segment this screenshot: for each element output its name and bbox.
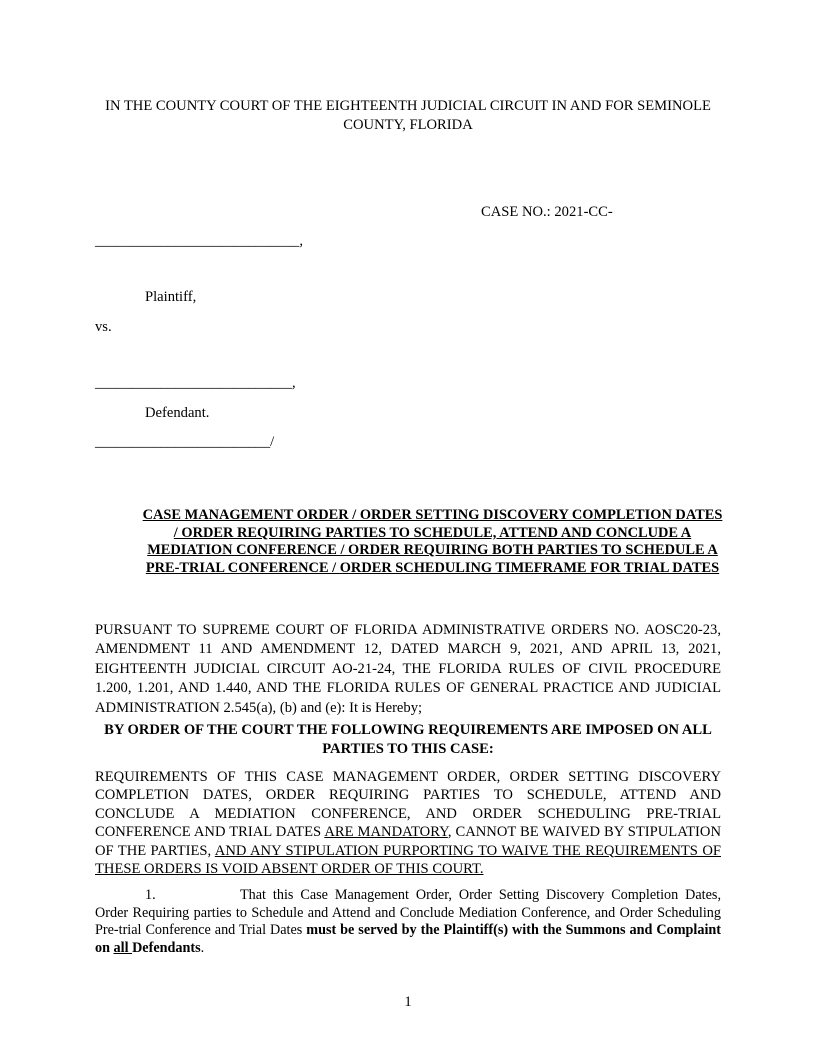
plaintiff-label: Plaintiff, <box>145 289 197 305</box>
requirements-text-2: , CANNOT BE WAIVED BY STIPULATION OF THE PARTIES, <box>95 824 721 859</box>
caption-closing-line: ________________________/ <box>95 434 275 450</box>
numbered-paragraph-1 <box>95 887 721 957</box>
court-header: IN THE COUNTY COURT OF THE EIGHTEENTH JUDICIAL CIRCUIT IN AND FOR SEMINOLE COUNTY, FLORIDA <box>105 98 711 133</box>
by-order-heading: BY ORDER OF THE COURT THE FOLLOWING REQUIREMENTS ARE IMPOSED ON ALL PARTIES TO THIS CASE: <box>104 722 712 757</box>
paragraph-1-text: That this Case Management Order, Order Setting Discovery Completion Dates, Order Requiring parties to Schedule and Attend and Conclude Mediation Conference, and Order Scheduling Pre-trial Conference and Trial Dates <box>95 887 721 939</box>
paragraph-1-period: . <box>200 939 205 956</box>
plaintiff-name-blank: ____________________________, <box>95 233 303 249</box>
order-title: CASE MANAGEMENT ORDER / ORDER SETTING DISCOVERY COMPLETION DATES / ORDER REQUIRING PARTIES TO SCHEDULE, ATTEND AND CONCLUDE A MEDIATION CONFERENCE / ORDER REQUIRING BOTH PARTIES TO SCHEDULE A PRE-TRIAL CONFERENCE / ORDER SCHEDULING TIMEFRAME FOR TRIAL DATES <box>142 507 723 576</box>
pursuant-paragraph: PURSUANT TO SUPREME COURT OF FLORIDA ADMINISTRATIVE ORDERS NO. AOSC20-23, AMENDMENT 11 AND AMENDMENT 12, DATED MARCH 9, 2021, AND APRIL 13, 2021, EIGHTEENTH JUDICIAL CIRCUIT AO-21-24, THE FLORIDA RULES OF CIVIL PROCEDURE 1.200, 1.201, AND 1.440, AND THE FLORIDA RULES OF GENERAL PRACTICE AND JUDICIAL ADMINISTRATION 2.545(a), (b) and (e): It is Hereby; <box>95 622 721 716</box>
page-number: 1 <box>404 994 412 1010</box>
paragraph-number: 1. <box>145 887 156 903</box>
requirements-paragraph <box>95 768 721 878</box>
requirements-text-1: REQUIREMENTS OF THIS CASE MANAGEMENT ORDER, ORDER SETTING DISCOVERY COMPLETION DATES, ORDER REQUIRING PARTIES TO SCHEDULE, ATTEND AND CONCLUDE A MEDIATION CONFERENCE, AND ORDER SCHEDULING PRE-TRIAL CONFERENCE AND TRIAL DATES <box>95 769 721 841</box>
paragraph-1-all-emphasis: all <box>113 939 133 956</box>
mandatory-emphasis: ARE MANDATORY <box>324 824 448 841</box>
paragraph-1-bold: must be served by the Plaintiff(s) with the Summons and Complaint on <box>95 922 721 956</box>
stipulation-emphasis: AND ANY STIPULATION PURPORTING TO WAIVE THE REQUIREMENTS OF THESE ORDERS IS VOID ABSENT ORDER OF THIS COURT. <box>95 842 721 878</box>
case-number: CASE NO.: 2021-CC- <box>481 204 613 220</box>
defendant-label: Defendant. <box>145 405 210 421</box>
versus-label: vs. <box>95 319 112 335</box>
paragraph-1-defendants: Defendants <box>132 939 201 956</box>
defendant-name-blank: ___________________________, <box>95 375 296 391</box>
